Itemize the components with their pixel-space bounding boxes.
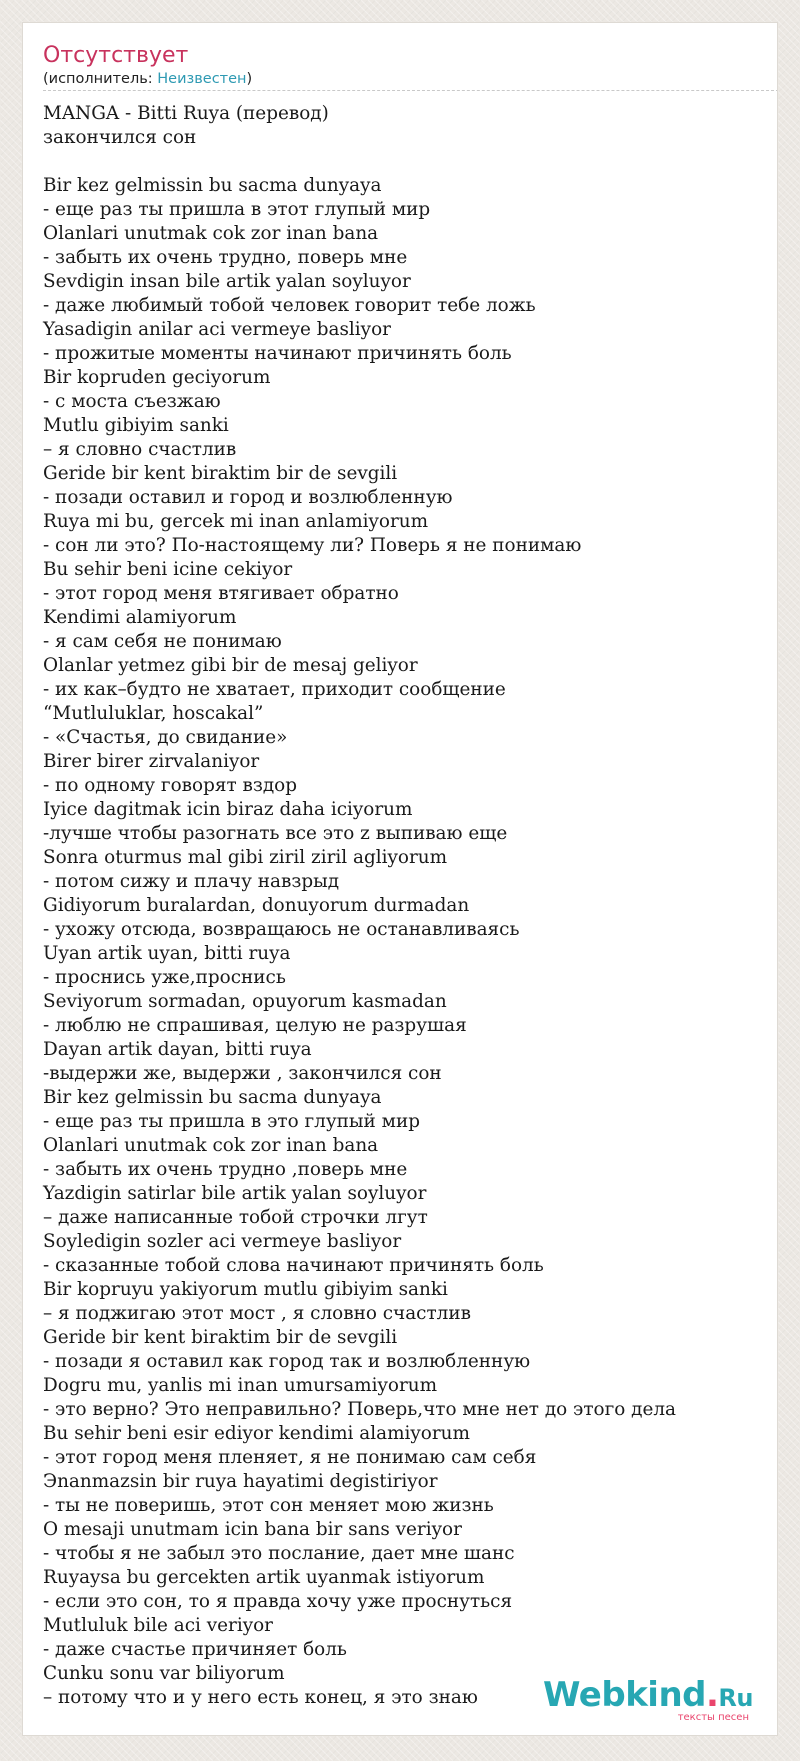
lyric-line: - по одному говорят вздор	[43, 775, 298, 796]
lyric-line: - с моста съезжаю	[43, 391, 221, 412]
lyric-line: - этот город меня пленяет, я не понимаю сам себя	[43, 1447, 537, 1468]
lyric-line: Sevdigin insan bile artik yalan soyluyor	[43, 271, 411, 292]
lyric-line: - это верно? Это неправильно? Поверь,что мне нет до этого дела	[43, 1399, 677, 1420]
logo-dot: .	[706, 1675, 719, 1715]
lyric-line: Olanlari unutmak cok zor inan bana	[43, 223, 379, 244]
lyric-line: Bir kopruden geciyorum	[43, 367, 271, 388]
lyric-line: - забыть их очень трудно, поверь мне	[43, 247, 408, 268]
lyric-line: MANGA - Bitti Ruya (перевод)	[43, 103, 329, 124]
lyric-line: – даже написанные тобой строчки лгут	[43, 1207, 428, 1228]
lyric-line: - еще раз ты пришла в этот глупый мир	[43, 199, 431, 220]
lyric-line: Geride bir kent biraktim bir de sevgili	[43, 1327, 398, 1348]
artist-prefix: (исполнитель:	[43, 71, 158, 87]
lyric-line: Mutlu gibiyim sanki	[43, 415, 229, 436]
lyric-line: O mesaji unutmam icin bana bir sans veriyor	[43, 1519, 462, 1540]
lyric-line: - даже любимый тобой человек говорит тебе ложь	[43, 295, 536, 316]
artist-line	[43, 70, 759, 89]
lyric-line: - «Счастья, до свидание»	[43, 727, 288, 748]
lyric-line: Birer birer zirvalaniyor	[43, 751, 260, 772]
lyric-line: - люблю не спрашивая, целую не разрушая	[43, 1015, 467, 1036]
lyric-line: закончился сон	[43, 127, 197, 148]
artist-suffix: )	[246, 71, 253, 87]
lyric-line: Bu sehir beni esir ediyor kendimi alamiyorum	[43, 1423, 470, 1444]
lyric-line	[43, 150, 759, 174]
header-divider	[43, 90, 778, 91]
lyric-line: Ruya mi bu, gercek mi inan anlamiyorum	[43, 511, 429, 532]
lyric-line: Sonra oturmus mal gibi ziril ziril agliyorum	[43, 847, 448, 868]
lyric-line: - прожитые моменты начинают причинять боль	[43, 343, 512, 364]
lyric-line: - забыть их очень трудно ,поверь мне	[43, 1159, 408, 1180]
lyric-line: Gidiyorum buralardan, donuyorum durmadan	[43, 895, 470, 916]
lyric-line: - позади я оставил как город так и возлюбленную	[43, 1351, 531, 1372]
lyric-line: - даже счастье причиняет боль	[43, 1639, 347, 1660]
lyric-line: - если это сон, то я правда хочу уже проснуться	[43, 1591, 513, 1612]
lyric-line: - ты не поверишь, этот сон меняет мою жизнь	[43, 1495, 494, 1516]
lyric-line: Ruyaysa bu gercekten artik uyanmak istiyorum	[43, 1567, 485, 1588]
lyric-line: Yasadigin anilar aci vermeye basliyor	[43, 319, 391, 340]
lyric-line: Yazdigin satirlar bile artik yalan soyluyor	[43, 1183, 427, 1204]
song-header	[43, 42, 759, 89]
lyric-line: – я словно счастлив	[43, 439, 237, 460]
lyric-line: Uyan artik uyan, bitti ruya	[43, 943, 291, 964]
logo-wordmark	[543, 1677, 753, 1716]
lyric-line: Olanlari unutmak cok zor inan bana	[43, 1135, 379, 1156]
artist-link[interactable]: Неизвестен	[157, 71, 247, 87]
lyric-line: - ухожу отсюда, возвращаюсь не останавливаясь	[43, 919, 520, 940]
lyric-line: - потом сижу и плачу навзрыд	[43, 871, 340, 892]
lyric-line: - чтобы я не забыл это послание, дает мне шанс	[43, 1543, 515, 1564]
lyric-line: - позади оставил и город и возлюбленную	[43, 487, 453, 508]
lyric-line: Bir kez gelmissin bu sacma dunyaya	[43, 175, 382, 196]
site-logo[interactable]	[543, 1677, 753, 1723]
lyric-line: Эnanmazsin bir ruya hayatimi degistiriyor	[43, 1471, 438, 1492]
lyric-line: Cunku sonu var biliyorum	[43, 1663, 285, 1684]
lyric-line: - я сам себя не понимаю	[43, 631, 282, 652]
lyric-line: Dogru mu, yanlis mi inan umursamiyorum	[43, 1375, 438, 1396]
lyric-line: -выдержи же, выдержи , закончился сон	[43, 1063, 442, 1084]
lyric-line: - еще раз ты пришла в это глупый мир	[43, 1111, 420, 1132]
song-title: Отсутствует	[43, 43, 189, 68]
lyric-line: -лучше чтобы разогнать все это z выпиваю еще	[43, 823, 508, 844]
lyric-line: - их как–будто не хватает, приходит сообщение	[43, 679, 506, 700]
lyric-line: - проснись уже,проснись	[43, 967, 286, 988]
lyric-line: Soyledigin sozler aci vermeye basliyor	[43, 1231, 402, 1252]
lyrics-card	[22, 22, 778, 1736]
lyric-line: Dayan artik dayan, bitti ruya	[43, 1039, 312, 1060]
lyric-line: Olanlar yetmez gibi bir de mesaj geliyor	[43, 655, 418, 676]
lyric-line: Bu sehir beni icine cekiyor	[43, 559, 293, 580]
lyric-line: Bir kez gelmissin bu sacma dunyaya	[43, 1087, 382, 1108]
lyric-line: Seviyorum sormadan, opuyorum kasmadan	[43, 991, 447, 1012]
lyric-line: - сон ли это? По-настоящему ли? Поверь я не понимаю	[43, 535, 582, 556]
lyric-line: Iyice dagitmak icin biraz daha iciyorum	[43, 799, 413, 820]
logo-tld: Ru	[718, 1684, 753, 1712]
logo-tagline: тексты песен	[677, 1712, 749, 1723]
lyric-line: “Mutluluklar, hoscakal”	[43, 703, 264, 724]
lyric-line: – потому что и у него есть конец, я это знаю	[43, 1687, 478, 1708]
lyric-line: Kendimi alamiyorum	[43, 607, 237, 628]
lyric-line: Bir kopruyu yakiyorum mutlu gibiyim sanki	[43, 1279, 448, 1300]
lyric-line: - сказанные тобой слова начинают причинять боль	[43, 1255, 544, 1276]
lyric-line: Mutluluk bile aci veriyor	[43, 1615, 273, 1636]
logo-main-text: Webkind	[543, 1675, 706, 1715]
lyrics-body	[43, 102, 759, 1710]
lyric-line: Geride bir kent biraktim bir de sevgili	[43, 463, 398, 484]
lyric-line: – я поджигаю этот мост , я словно счастлив	[43, 1303, 471, 1324]
lyric-line: - этот город меня втягивает обратно	[43, 583, 399, 604]
